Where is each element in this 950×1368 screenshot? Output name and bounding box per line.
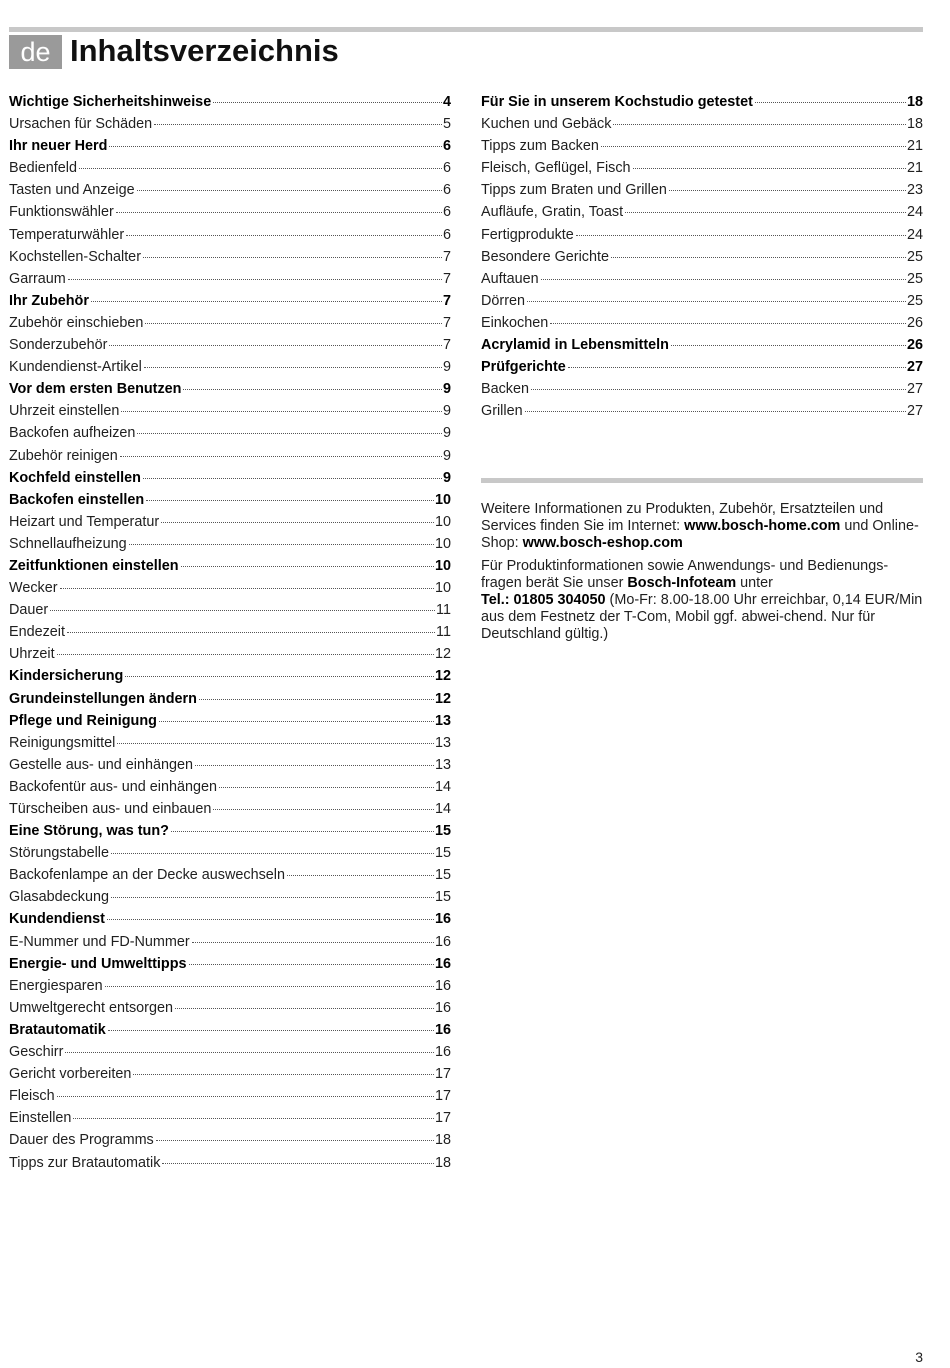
- dot-leader: [126, 235, 442, 236]
- toc-entry-label: Acrylamid in Lebensmitteln: [481, 337, 669, 354]
- toc-entry[interactable]: [9, 489, 451, 511]
- toc-entry[interactable]: [9, 577, 451, 599]
- info-text: unter: [736, 575, 773, 591]
- toc-entry-page: 9: [442, 403, 451, 420]
- toc-entry-label: Fleisch, Geflügel, Fisch: [481, 160, 631, 177]
- dot-leader: [60, 588, 434, 589]
- dot-leader: [129, 544, 434, 545]
- toc-entry-page: 25: [906, 270, 923, 287]
- toc-entry-label: Tipps zur Bratautomatik: [9, 1154, 161, 1171]
- toc-entry[interactable]: [9, 290, 451, 312]
- toc-entry-label: Garraum: [9, 270, 66, 287]
- info-contact-block: [481, 558, 926, 643]
- toc-entry-page: 11: [436, 624, 451, 641]
- dot-leader: [145, 323, 442, 324]
- toc-entry-page: 4: [442, 94, 451, 110]
- toc-entry[interactable]: [9, 268, 451, 290]
- toc-entry-label: Kuchen und Gebäck: [481, 116, 612, 133]
- dot-leader: [111, 853, 434, 854]
- toc-entry-label: Einstellen: [9, 1110, 72, 1127]
- toc-entry-page: 16: [434, 1044, 451, 1061]
- dot-leader: [669, 190, 906, 191]
- dot-leader: [146, 500, 434, 501]
- toc-entry[interactable]: [9, 1019, 451, 1041]
- toc-entry-label: Zeitfunktionen einstellen: [9, 557, 179, 574]
- toc-entry-page: 14: [434, 801, 451, 817]
- toc-entry[interactable]: [9, 312, 451, 334]
- toc-entry-page: 24: [906, 204, 923, 221]
- toc-entry-label: Störungstabelle: [9, 845, 110, 862]
- toc-entry-label: Endezeit: [9, 624, 66, 641]
- toc-entry-page: 14: [434, 778, 451, 795]
- toc-entry-page: 18: [434, 1154, 451, 1171]
- dot-leader: [195, 765, 434, 766]
- toc-entry-label: Einkochen: [481, 314, 549, 331]
- toc-entry-label: Tipps zum Braten und Grillen: [481, 182, 667, 199]
- dot-leader: [133, 1074, 434, 1075]
- toc-entry[interactable]: [481, 356, 923, 378]
- toc-entry-page: 9: [442, 447, 451, 464]
- toc-entry[interactable]: [9, 334, 451, 356]
- toc-entry-label: Kochfeld einstellen: [9, 469, 141, 486]
- dot-leader: [161, 522, 434, 523]
- info-text: (Mo-Fr: 8.00-18.00 Uhr erreichbar, 0,14 EUR/Min aus dem Festnetz der T-Com, Mobil ggf. abwei-chend. Nur für Deutschland gültig.): [481, 592, 923, 642]
- toc-entry[interactable]: [9, 1085, 451, 1107]
- toc-entry-page: 15: [434, 823, 451, 840]
- toc-entry[interactable]: [9, 555, 451, 577]
- dot-leader: [159, 721, 434, 722]
- toc-entry-label: Funktionswähler: [9, 204, 114, 221]
- toc-entry[interactable]: [481, 113, 923, 135]
- toc-entry-label: E-Nummer und FD-Nummer: [9, 933, 190, 950]
- toc-entry-page: 15: [434, 867, 451, 884]
- toc-entry[interactable]: [9, 643, 451, 665]
- toc-entry[interactable]: [9, 864, 451, 886]
- toc-entry-label: Backofenlampe an der Decke auswechseln: [9, 867, 285, 884]
- toc-entry[interactable]: [9, 1063, 451, 1085]
- toc-entry-page: 27: [906, 403, 923, 420]
- toc-entry-page: 24: [906, 226, 923, 243]
- toc-entry-page: 10: [434, 491, 451, 508]
- toc-entry[interactable]: [9, 798, 451, 820]
- toc-entry-label: Backofen aufheizen: [9, 425, 136, 442]
- toc-entry[interactable]: [9, 246, 451, 268]
- toc-entry[interactable]: [9, 533, 451, 555]
- toc-entry-label: Gestelle aus- und einhängen: [9, 756, 194, 773]
- toc-entry[interactable]: [9, 953, 451, 975]
- toc-entry-label: Backofentür aus- und einhängen: [9, 778, 218, 795]
- toc-entry-page: 6: [442, 138, 451, 155]
- toc-entry-label: Ihr Zubehör: [9, 292, 89, 309]
- toc-entry-label: Kindersicherung: [9, 668, 124, 685]
- toc-entry-page: 25: [906, 248, 923, 265]
- dot-leader: [120, 456, 442, 457]
- info-web-block: [481, 501, 926, 552]
- toc-entry-label: Dörren: [481, 292, 525, 309]
- toc-entry-page: 17: [434, 1110, 451, 1127]
- toc-entry-label: Fertigprodukte: [481, 226, 574, 243]
- toc-entry[interactable]: [9, 599, 451, 621]
- toc-entry-label: Zubehör reinigen: [9, 447, 118, 464]
- toc-entry[interactable]: [9, 931, 451, 953]
- toc-entry[interactable]: [9, 1129, 451, 1151]
- toc-entry-page: 23: [906, 182, 923, 199]
- toc-entry-label: Umweltgerecht entsorgen: [9, 999, 173, 1016]
- dot-leader: [73, 1118, 434, 1119]
- toc-entry-page: 16: [434, 955, 451, 972]
- dot-leader: [156, 1140, 434, 1141]
- dot-leader: [181, 566, 434, 567]
- toc-entry-label: Heizart und Temperatur: [9, 513, 160, 530]
- dot-leader: [117, 743, 434, 744]
- toc-entry[interactable]: [9, 91, 451, 113]
- toc-entry[interactable]: [9, 688, 451, 710]
- dot-leader: [192, 942, 434, 943]
- toc-entry-label: Wecker: [9, 580, 58, 597]
- toc-entry-page: 10: [434, 513, 451, 530]
- toc-entry-page: 27: [906, 381, 923, 398]
- toc-entry-label: Bratautomatik: [9, 1021, 106, 1038]
- section-divider: [481, 478, 923, 483]
- dot-leader: [175, 1008, 434, 1009]
- dot-leader: [57, 654, 434, 655]
- toc-entry[interactable]: [9, 842, 451, 864]
- toc-entry-page: 16: [434, 977, 451, 994]
- toc-right-column: [481, 91, 923, 422]
- toc-entry-label: Grillen: [481, 403, 523, 420]
- toc-entry[interactable]: [9, 820, 451, 842]
- dot-leader: [109, 345, 442, 346]
- toc-entry-page: 12: [434, 668, 451, 685]
- dot-leader: [633, 168, 906, 169]
- dot-leader: [111, 897, 434, 898]
- page-title: Inhaltsverzeichnis: [70, 33, 339, 68]
- toc-entry-page: 10: [434, 557, 451, 574]
- toc-entry-label: Fleisch: [9, 1088, 55, 1105]
- toc-entry-label: Reinigungsmittel: [9, 734, 116, 751]
- toc-entry[interactable]: [9, 1041, 451, 1063]
- dot-leader: [550, 323, 906, 324]
- dot-leader: [57, 1096, 434, 1097]
- toc-entry-label: Geschirr: [9, 1044, 64, 1061]
- toc-entry-page: 25: [906, 292, 923, 309]
- toc-entry-page: 7: [442, 314, 451, 331]
- dot-leader: [219, 787, 434, 788]
- toc-entry[interactable]: [9, 445, 451, 467]
- dot-leader: [199, 699, 434, 700]
- toc-entry[interactable]: [9, 1152, 451, 1174]
- toc-entry-page: 16: [434, 911, 451, 928]
- infoteam-name: Bosch-Infoteam: [627, 575, 737, 591]
- toc-entry[interactable]: [481, 268, 923, 290]
- toc-entry[interactable]: [9, 400, 451, 422]
- toc-entry-label: Zubehör einschieben: [9, 314, 144, 331]
- dot-leader: [183, 389, 442, 390]
- toc-entry[interactable]: [9, 157, 451, 179]
- toc-entry[interactable]: [481, 400, 923, 422]
- toc-entry-label: Glasabdeckung: [9, 889, 110, 906]
- toc-entry[interactable]: [481, 91, 923, 113]
- toc-entry-label: Kundendienst-Artikel: [9, 359, 142, 376]
- dot-leader: [611, 257, 906, 258]
- toc-entry-label: Tasten und Anzeige: [9, 182, 135, 199]
- dot-leader: [671, 345, 906, 346]
- language-badge: de: [9, 35, 62, 69]
- toc-entry-label: Ursachen für Schäden: [9, 116, 153, 133]
- toc-entry-page: 7: [442, 248, 451, 265]
- toc-entry-page: 17: [434, 1066, 451, 1083]
- toc-entry[interactable]: [481, 312, 923, 334]
- dot-leader: [143, 257, 442, 258]
- toc-entry[interactable]: [9, 732, 451, 754]
- toc-entry[interactable]: [9, 378, 451, 400]
- dot-leader: [65, 1052, 434, 1053]
- toc-entry-page: 18: [434, 1132, 451, 1149]
- dot-leader: [527, 301, 906, 302]
- toc-entry-page: 6: [442, 204, 451, 221]
- toc-entry-page: 6: [442, 226, 451, 243]
- toc-entry[interactable]: [9, 908, 451, 930]
- toc-entry-label: Auftauen: [481, 270, 539, 287]
- toc-entry[interactable]: [9, 621, 451, 643]
- dot-leader: [568, 367, 906, 368]
- toc-entry-label: Sonderzubehör: [9, 337, 108, 354]
- dot-leader: [162, 1163, 434, 1164]
- toc-entry-page: 26: [906, 314, 923, 331]
- dot-leader: [143, 478, 442, 479]
- toc-entry-page: 27: [906, 359, 923, 376]
- toc-entry[interactable]: [9, 422, 451, 444]
- toc-entry-label: Energiesparen: [9, 977, 103, 994]
- toc-entry-label: Energie- und Umwelttipps: [9, 955, 187, 972]
- toc-entry-label: Backen: [481, 381, 529, 398]
- toc-entry-label: Besondere Gerichte: [481, 248, 609, 265]
- dot-leader: [576, 235, 906, 236]
- dot-leader: [154, 124, 442, 125]
- dot-leader: [50, 610, 435, 611]
- dot-leader: [755, 102, 906, 103]
- dot-leader: [91, 301, 442, 302]
- website-link[interactable]: www.bosch-home.com: [684, 518, 841, 534]
- toc-entry-label: Eine Störung, was tun?: [9, 823, 169, 840]
- dot-leader: [213, 102, 442, 103]
- toc-entry[interactable]: [9, 665, 451, 687]
- toc-entry-page: 10: [434, 580, 451, 597]
- toc-entry-label: Bedienfeld: [9, 160, 78, 177]
- toc-entry-page: 21: [906, 138, 923, 155]
- info-text: Für Produktinformationen sowie Anwendungs- und Bedienungs-fragen berät Sie unser: [481, 558, 889, 591]
- toc-entry[interactable]: [481, 334, 923, 356]
- toc-entry-label: Prüfgerichte: [481, 359, 566, 376]
- toc-entry[interactable]: [9, 997, 451, 1019]
- toc-entry-page: 9: [442, 359, 451, 376]
- toc-entry-page: 21: [906, 160, 923, 177]
- toc-entry-page: 15: [434, 845, 451, 862]
- dot-leader: [67, 632, 435, 633]
- toc-entry[interactable]: [481, 224, 923, 246]
- toc-entry[interactable]: [9, 113, 451, 135]
- toc-entry[interactable]: [9, 511, 451, 533]
- toc-entry-page: 16: [434, 933, 451, 950]
- toc-entry-label: Temperaturwähler: [9, 226, 125, 243]
- dot-leader: [287, 875, 434, 876]
- toc-entry-page: 9: [442, 381, 451, 398]
- dot-leader: [625, 212, 906, 213]
- dot-leader: [125, 676, 434, 677]
- toc-entry-label: Dauer des Programms: [9, 1132, 154, 1149]
- toc-entry-label: Kundendienst: [9, 911, 105, 928]
- toc-entry-label: Schnellaufheizung: [9, 535, 127, 552]
- toc-entry-label: Pflege und Reinigung: [9, 712, 157, 729]
- toc-entry[interactable]: [481, 378, 923, 400]
- dot-leader: [531, 389, 906, 390]
- toc-entry-page: 11: [436, 602, 451, 619]
- toc-entry-label: Vor dem ersten Benutzen: [9, 381, 182, 398]
- dot-leader: [541, 279, 906, 280]
- toc-entry[interactable]: [9, 776, 451, 798]
- toc-entry-page: 10: [434, 535, 451, 552]
- toc-entry-label: Für Sie in unserem Kochstudio getestet: [481, 94, 753, 110]
- toc-entry[interactable]: [9, 135, 451, 157]
- dot-leader: [525, 411, 906, 412]
- dot-leader: [105, 986, 434, 987]
- toc-entry-page: 13: [434, 756, 451, 773]
- toc-entry-label: Tipps zum Backen: [481, 138, 599, 155]
- dot-leader: [107, 919, 434, 920]
- toc-entry[interactable]: [9, 356, 451, 378]
- toc-entry-page: 12: [434, 646, 451, 663]
- dot-leader: [189, 964, 434, 965]
- dot-leader: [116, 212, 442, 213]
- toc-entry[interactable]: [481, 179, 923, 201]
- toc-entry[interactable]: [9, 754, 451, 776]
- toc-entry-page: 5: [442, 116, 451, 133]
- toc-entry[interactable]: [9, 975, 451, 997]
- toc-entry[interactable]: [481, 135, 923, 157]
- dot-leader: [109, 146, 442, 147]
- toc-entry-label: Gericht vorbereiten: [9, 1066, 132, 1083]
- dot-leader: [137, 190, 442, 191]
- toc-entry[interactable]: [481, 246, 923, 268]
- toc-entry-page: 26: [906, 337, 923, 354]
- toc-entry-page: 6: [442, 182, 451, 199]
- toc-entry-page: 15: [434, 889, 451, 906]
- dot-leader: [171, 831, 434, 832]
- toc-entry-page: 17: [434, 1088, 451, 1105]
- dot-leader: [108, 1030, 434, 1031]
- toc-entry[interactable]: [9, 710, 451, 732]
- toc-entry[interactable]: [481, 201, 923, 223]
- toc-entry[interactable]: [9, 886, 451, 908]
- toc-entry-label: Backofen einstellen: [9, 491, 145, 508]
- toc-entry-label: Aufläufe, Gratin, Toast: [481, 204, 624, 221]
- toc-entry[interactable]: [9, 224, 451, 246]
- dot-leader: [144, 367, 442, 368]
- toc-entry-page: 18: [906, 116, 923, 133]
- toc-entry-label: Uhrzeit einstellen: [9, 403, 120, 420]
- toc-left-column: [9, 91, 451, 1174]
- toc-entry-label: Uhrzeit: [9, 646, 55, 663]
- toc-entry-label: Wichtige Sicherheitshinweise: [9, 94, 212, 110]
- toc-entry-label: Türscheiben aus- und einbauen: [9, 801, 212, 817]
- info-text: Weitere Informationen zu Produkten, Zubehör, Ersatzteilen und Services finden Sie im Internet:: [481, 501, 884, 534]
- toc-entry-page: 18: [906, 94, 923, 110]
- toc-entry-label: Ihr neuer Herd: [9, 138, 108, 155]
- toc-entry-page: 6: [442, 160, 451, 177]
- info-text: und Online-Shop:: [481, 518, 919, 551]
- toc-entry[interactable]: [481, 157, 923, 179]
- toc-entry-page: 7: [442, 292, 451, 309]
- dot-leader: [137, 433, 442, 434]
- eshop-link[interactable]: www.bosch-eshop.com: [522, 535, 683, 551]
- toc-entry-label: Kochstellen-Schalter: [9, 248, 141, 265]
- toc-entry-page: 9: [442, 469, 451, 486]
- dot-leader: [213, 809, 434, 810]
- toc-entry-page: 16: [434, 1021, 451, 1038]
- dot-leader: [79, 168, 442, 169]
- toc-entry-page: 7: [442, 270, 451, 287]
- toc-entry[interactable]: [481, 290, 923, 312]
- dot-leader: [121, 411, 442, 412]
- dot-leader: [601, 146, 906, 147]
- toc-entry-label: Grundeinstellungen ändern: [9, 690, 197, 707]
- toc-entry-page: 16: [434, 999, 451, 1016]
- toc-entry-label: Dauer: [9, 602, 49, 619]
- toc-entry-page: 9: [442, 425, 451, 442]
- toc-entry-page: 7: [442, 337, 451, 354]
- toc-entry[interactable]: [9, 179, 451, 201]
- page-number: 3: [915, 1349, 923, 1365]
- dot-leader: [613, 124, 906, 125]
- dot-leader: [68, 279, 442, 280]
- toc-entry-page: 13: [434, 734, 451, 751]
- toc-entry-page: 12: [434, 690, 451, 707]
- toc-entry[interactable]: [9, 201, 451, 223]
- phone-number: Tel.: 01805 304050: [481, 592, 606, 608]
- toc-entry[interactable]: [9, 467, 451, 489]
- toc-entry-page: 13: [434, 712, 451, 729]
- toc-entry[interactable]: [9, 1107, 451, 1129]
